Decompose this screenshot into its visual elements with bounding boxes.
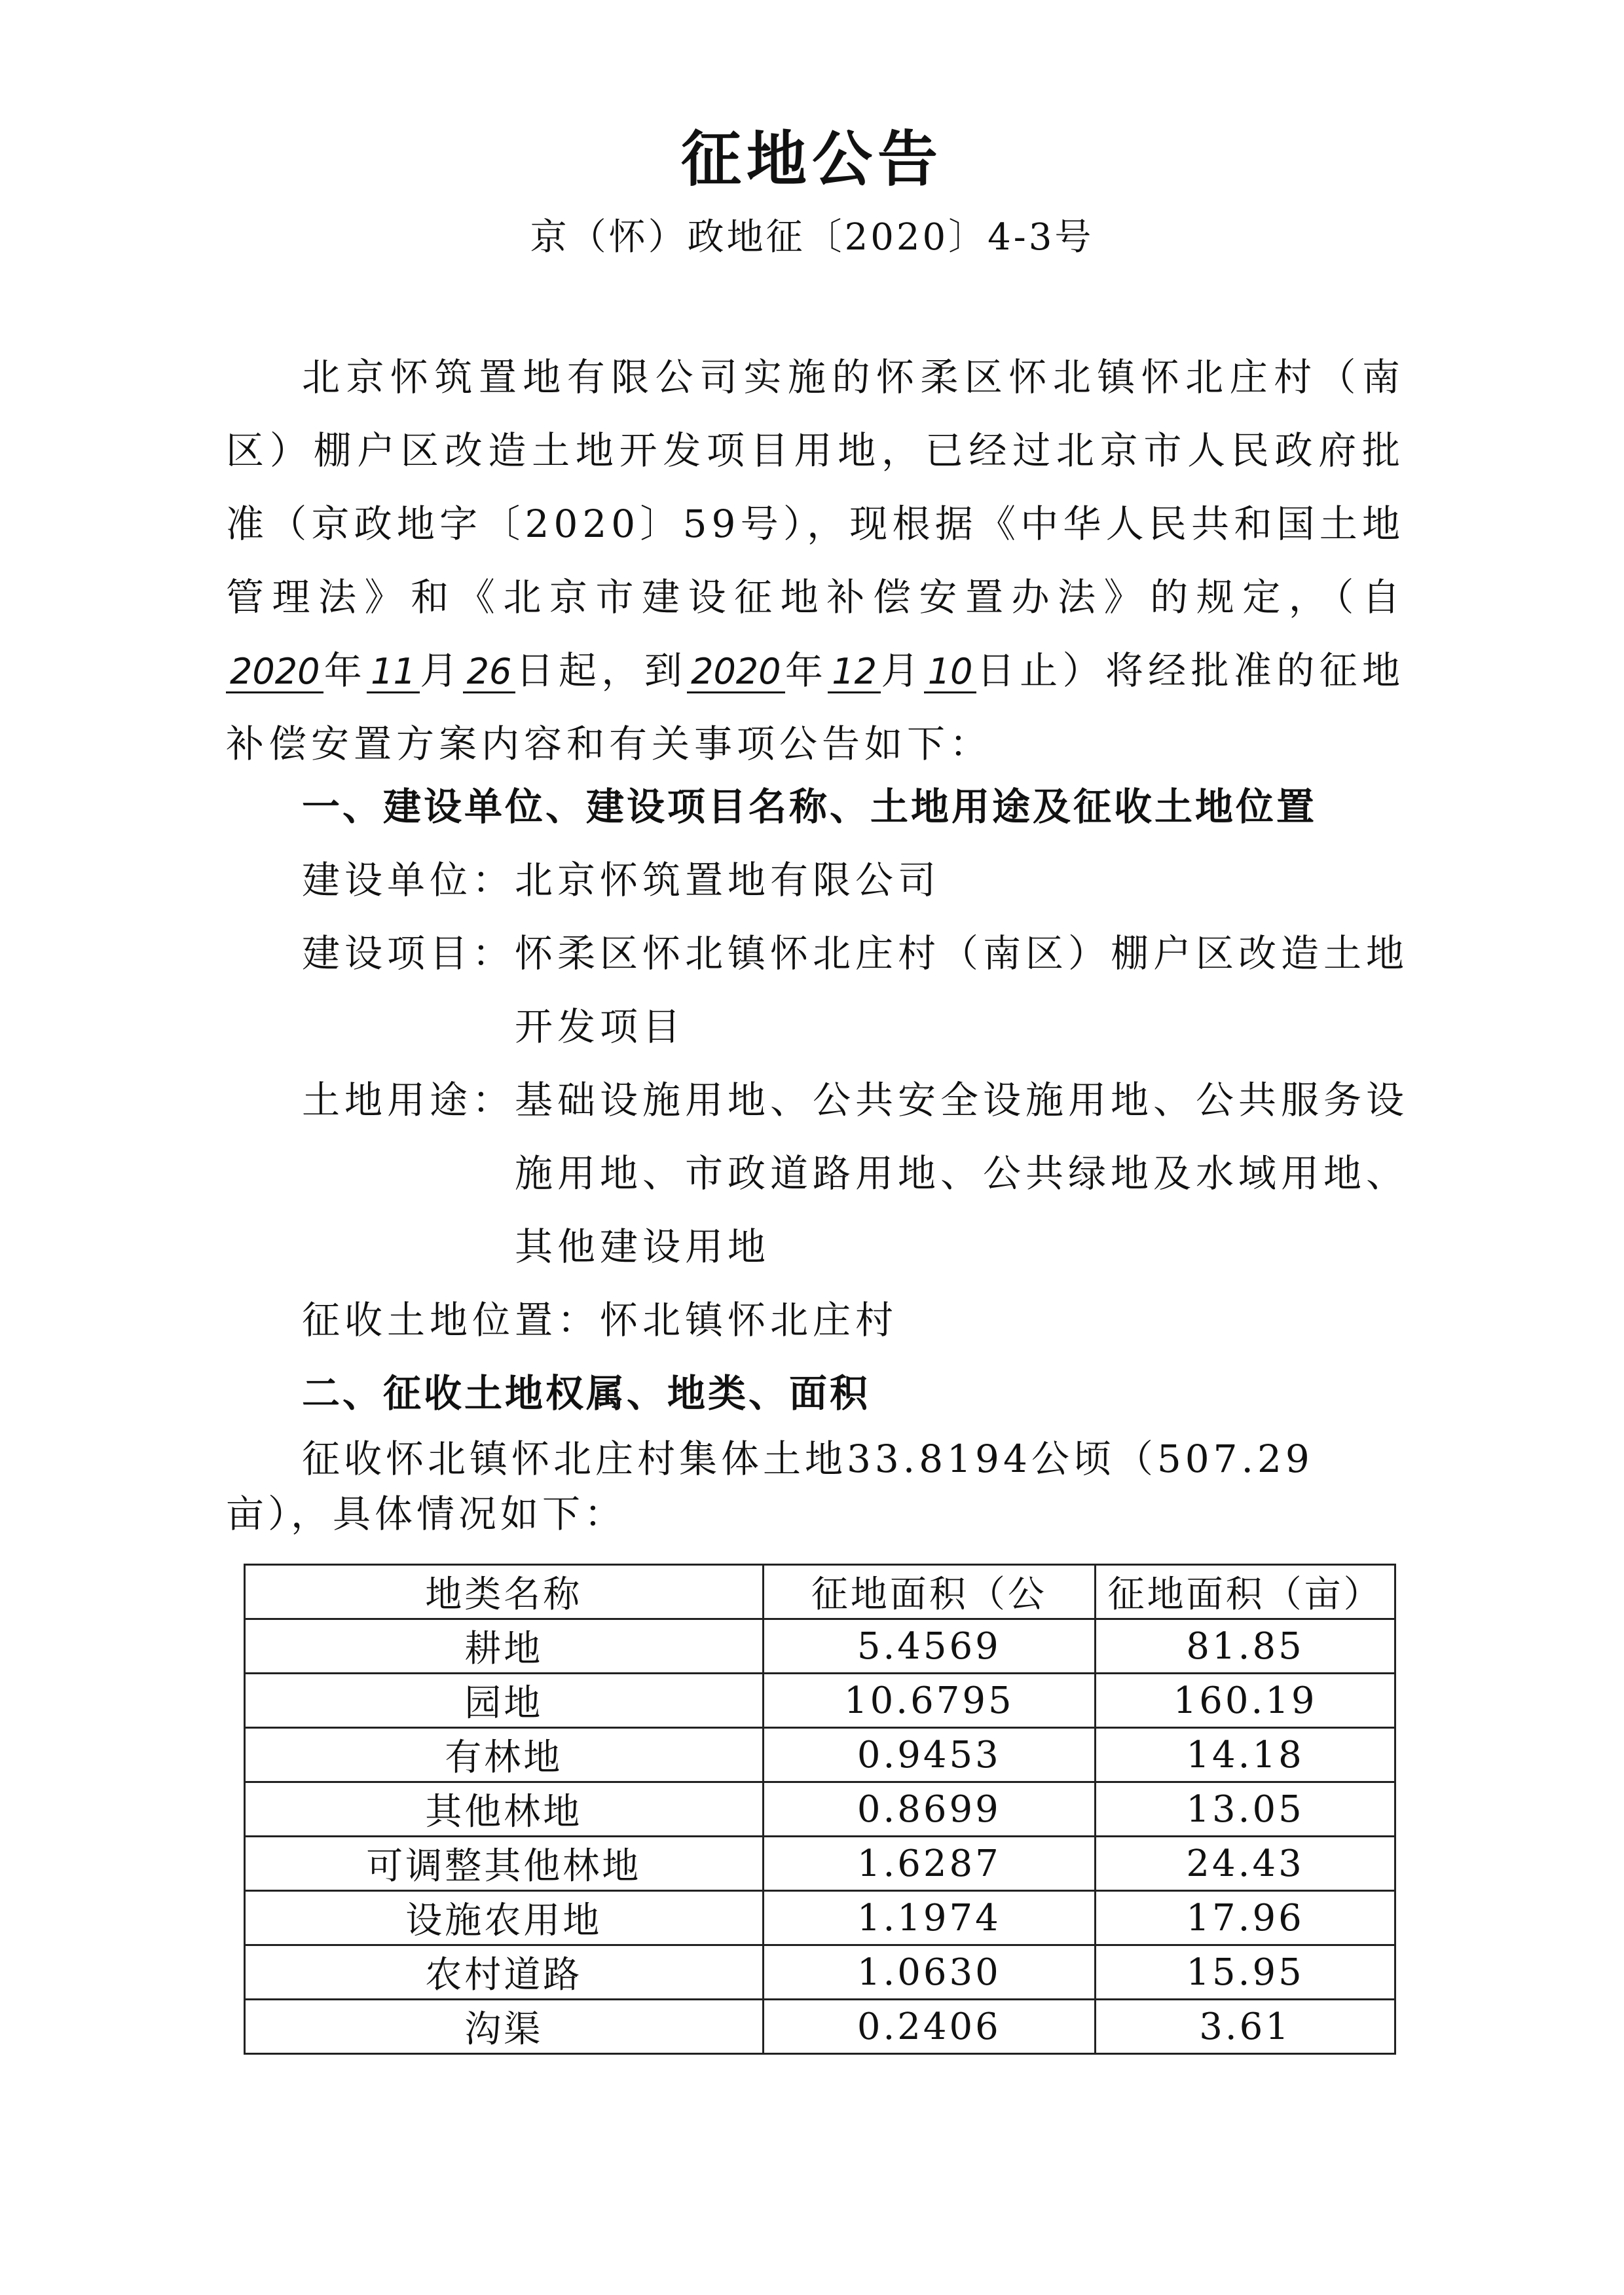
table-header-row	[245, 1565, 1395, 1619]
cell-area-mu: 3.61	[1096, 2000, 1395, 2054]
intro-text-month: 月	[419, 648, 463, 693]
header-area-mu: 征地面积（亩）	[1096, 1565, 1395, 1619]
construction-unit-label: 建设单位：	[302, 858, 515, 902]
cell-area-mu: 13.05	[1096, 1782, 1395, 1837]
intro-text-year2: 年	[784, 648, 828, 693]
cell-area-hectare: 1.1974	[763, 1891, 1096, 1945]
table-row	[245, 1891, 1395, 1945]
cell-area-hectare: 0.9453	[763, 1728, 1096, 1782]
area-summary-text: 征收怀北镇怀北庄村集体土地33.8194公顷（507.29亩），具体情况如下：	[226, 1437, 1314, 1536]
cell-area-hectare: 0.2406	[763, 2000, 1096, 2054]
construction-project-field	[302, 917, 1415, 1063]
intro-text-part2: 日止）将经批准的征地补偿安置方案内容和有关事项公告如下：	[226, 648, 1405, 766]
intro-paragraph	[226, 340, 1405, 780]
cell-area-hectare: 0.8699	[763, 1782, 1096, 1837]
table-row	[245, 1728, 1395, 1782]
handwritten-end-day: 10	[924, 652, 977, 693]
cell-land-type: 其他林地	[245, 1782, 764, 1837]
table-row	[245, 2000, 1395, 2054]
cell-land-type: 园地	[245, 1674, 764, 1728]
land-use-value: 基础设施用地、公共安全设施用地、公共服务设施用地、市政道路用地、公共绿地及水域用地、其他建设用地	[515, 1078, 1409, 1269]
cell-area-mu: 81.85	[1096, 1619, 1395, 1674]
cell-land-type: 沟渠	[245, 2000, 764, 2054]
land-use-label: 土地用途：	[302, 1078, 515, 1122]
cell-area-hectare: 10.6795	[763, 1674, 1096, 1728]
cell-area-hectare: 1.6287	[763, 1837, 1096, 1891]
page-title: 征地公告	[680, 124, 943, 194]
table-row	[245, 1837, 1395, 1891]
cell-land-type: 农村道路	[245, 1945, 764, 2000]
cell-area-mu: 14.18	[1096, 1728, 1395, 1782]
land-location-value: 怀北镇怀北庄村	[600, 1298, 898, 1342]
intro-text-month2: 月	[880, 648, 924, 693]
cell-area-hectare: 1.0630	[763, 1945, 1096, 2000]
cell-land-type: 有林地	[245, 1728, 764, 1782]
land-location-field	[302, 1283, 1415, 1357]
construction-project-value: 怀柔区怀北镇怀北庄村（南区）棚户区改造土地开发项目	[515, 931, 1409, 1049]
cell-land-type: 可调整其他林地	[245, 1837, 764, 1891]
handwritten-end-year: 2020	[687, 652, 784, 693]
intro-text-from: 日起，到	[515, 648, 688, 693]
section1-heading: 一、建设单位、建设项目名称、土地用途及征收土地位置	[302, 784, 1318, 829]
table-row	[245, 1945, 1395, 2000]
intro-text-year: 年	[323, 648, 367, 693]
header-area-hectare: 征地面积（公	[763, 1565, 1096, 1619]
intro-text-part1: 北京怀筑置地有限公司实施的怀柔区怀北镇怀北庄村（南区）棚户区改造土地开发项目用地，已经过北京市人民政府批准（京政地字〔2020〕59号），现根据《中华人民共和国土地管理法》和《北京市建设征地补偿安置办法》的规定，（自	[226, 355, 1405, 619]
cell-area-mu: 24.43	[1096, 1837, 1395, 1891]
handwritten-start-day: 26	[463, 652, 516, 693]
handwritten-end-month: 12	[828, 652, 881, 693]
cell-land-type: 耕地	[245, 1619, 764, 1674]
construction-unit-value: 北京怀筑置地有限公司	[515, 858, 941, 902]
cell-land-type: 设施农用地	[245, 1891, 764, 1945]
cell-area-mu: 160.19	[1096, 1674, 1395, 1728]
land-use-field	[302, 1063, 1415, 1283]
table-row	[245, 1782, 1395, 1837]
header-land-type: 地类名称	[245, 1565, 764, 1619]
handwritten-start-year: 2020	[226, 652, 323, 693]
land-table	[244, 1564, 1396, 2055]
document-number: 京（怀）政地征〔2020〕4-3号	[530, 216, 1094, 259]
table-row	[245, 1619, 1395, 1674]
handwritten-start-month: 11	[367, 652, 420, 693]
cell-area-hectare: 5.4569	[763, 1619, 1096, 1674]
cell-area-mu: 17.96	[1096, 1891, 1395, 1945]
section2-heading: 二、征收土地权属、地类、面积	[302, 1371, 871, 1416]
table-row	[245, 1674, 1395, 1728]
cell-area-mu: 15.95	[1096, 1945, 1395, 2000]
construction-unit-field	[302, 843, 1415, 917]
land-location-label: 征收土地位置：	[302, 1298, 600, 1342]
construction-project-label: 建设项目：	[302, 931, 515, 976]
